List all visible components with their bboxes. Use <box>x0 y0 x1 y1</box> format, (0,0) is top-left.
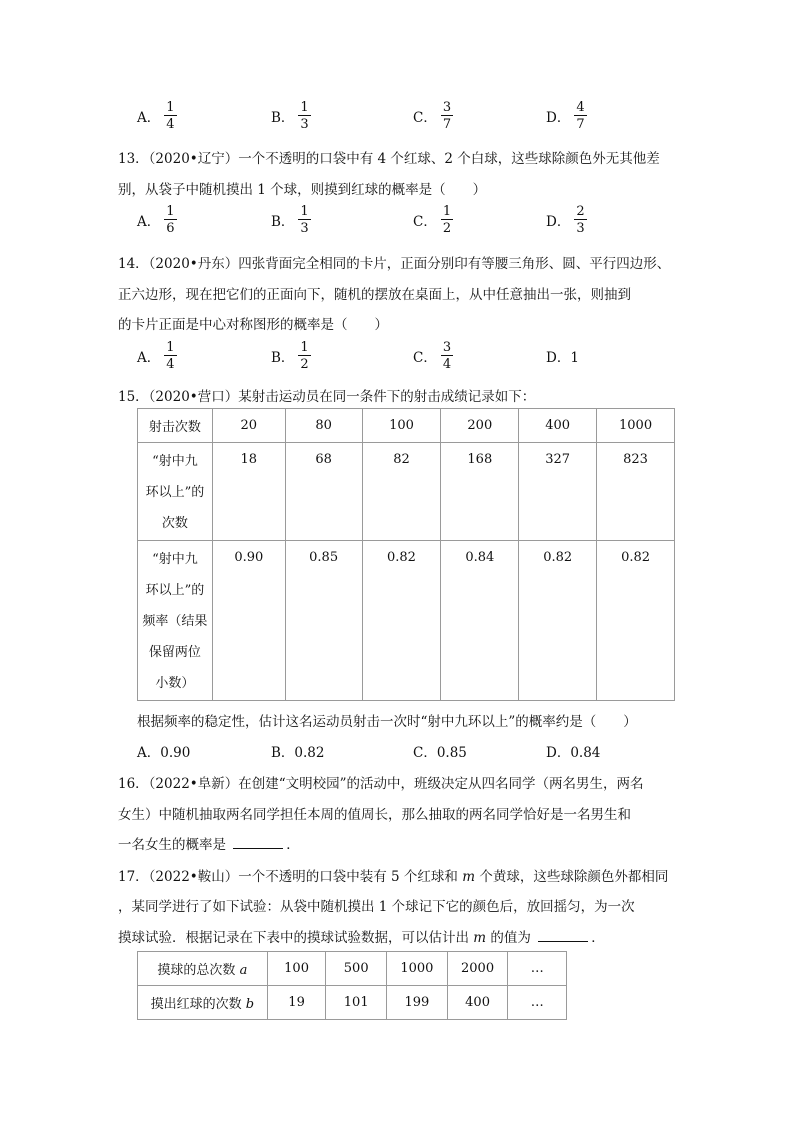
q15-option-b: B．0.82 <box>271 745 325 761</box>
freq-cell: 0.85 <box>285 541 362 701</box>
q14-line-3: 的卡片正面是中心对称图形的概率是（ ） <box>118 317 388 333</box>
hits-cell: 327 <box>519 443 597 541</box>
denominator: 3 <box>300 117 309 132</box>
table-cell: 100 <box>267 952 326 986</box>
option-label: C． <box>413 214 437 230</box>
freq-cell: 0.90 <box>212 541 285 701</box>
denominator: 7 <box>576 117 585 132</box>
numerator: 1 <box>300 100 309 115</box>
q13-option-a <box>137 205 177 235</box>
numerator: 1 <box>300 340 309 355</box>
answer-blank[interactable] <box>538 929 588 942</box>
q15-table <box>137 408 675 701</box>
numerator: 2 <box>576 204 585 219</box>
option-label: C． <box>413 110 437 126</box>
fraction <box>441 205 453 235</box>
q14-option-c <box>413 341 453 371</box>
variable-m: m <box>462 869 476 885</box>
q13-option-b <box>271 205 311 235</box>
shots-cell: 80 <box>285 409 362 443</box>
fraction <box>164 341 176 371</box>
q17-line-3-b: 的值为 <box>486 930 531 946</box>
denominator: 2 <box>442 221 452 236</box>
q14-option-d: D．1 <box>546 350 579 366</box>
row-header <box>138 986 268 1020</box>
numerator: 1 <box>166 204 175 219</box>
option-label: D． <box>546 214 571 230</box>
fraction <box>574 101 586 131</box>
header-line: 次数 <box>161 516 188 531</box>
header-line: “射中九 <box>152 552 198 567</box>
table-row <box>138 986 567 1020</box>
table-row <box>138 952 567 986</box>
q14-line-1: 14．（2020•丹东）四张背面完全相同的卡片，正面分别印有等腰三角形、圆、平行四边形、 <box>118 256 671 272</box>
q12-option-d <box>546 101 587 131</box>
q16-line-1: 16．（2022•阜新）在创建“文明校园”的活动中，班级决定从四名同学（两名男生，两名 <box>118 776 644 792</box>
shots-cell: 1000 <box>597 409 675 443</box>
shots-cell: 100 <box>362 409 441 443</box>
denominator: 4 <box>166 117 175 132</box>
table-row <box>138 409 675 443</box>
q15-question: 根据频率的稳定性，估计这名运动员射击一次时“射中九环以上”的概率约是（ ） <box>137 714 637 730</box>
numerator: 1 <box>300 204 309 219</box>
freq-cell: 0.82 <box>519 541 597 701</box>
q16-line-3 <box>118 833 300 853</box>
q13-option-c <box>413 205 453 235</box>
option-label: A． <box>137 214 161 230</box>
freq-cell: 0.82 <box>597 541 675 701</box>
freq-cell: 0.84 <box>441 541 519 701</box>
q14-line-2: 正六边形，现在把它们的正面向下，随机的摆放在桌面上，从中任意抽出一张，则抽到 <box>118 287 631 303</box>
table-cell: 400 <box>447 986 508 1020</box>
table-cell: 2000 <box>447 952 508 986</box>
q17-line-2: ，某同学进行了如下试验：从袋中随机摸出 1 个球记下它的颜色后，放回摇匀，为一次 <box>118 899 635 915</box>
numerator: 1 <box>166 340 175 355</box>
fraction <box>441 101 453 131</box>
q13-line-1: 13．（2020•辽宁）一个不透明的口袋中有 4 个红球、2 个白球，这些球除颜色外无其他差 <box>118 151 660 167</box>
numerator: 3 <box>442 340 452 355</box>
denominator: 4 <box>166 357 175 372</box>
option-label: A． <box>137 110 161 126</box>
freq-cell: 0.82 <box>362 541 441 701</box>
hits-cell: 823 <box>597 443 675 541</box>
q14-option-a <box>137 341 177 371</box>
hits-cell: 82 <box>362 443 441 541</box>
q12-option-b <box>271 101 311 131</box>
shots-cell: 400 <box>519 409 597 443</box>
header-line: 环以上”的 <box>145 583 205 598</box>
denominator: 2 <box>300 357 309 372</box>
q17-line-3 <box>118 926 605 946</box>
variable-m: m <box>473 930 487 946</box>
option-label: D． <box>546 110 571 126</box>
shots-cell: 20 <box>212 409 285 443</box>
q17-table <box>137 951 567 1020</box>
header-line: 频率（结果 <box>142 614 208 629</box>
hits-cell: 18 <box>212 443 285 541</box>
q16-line-2: 女生）中随机抽取两名同学担任本周的值周长，那么抽取的两名同学恰好是一名男生和 <box>118 807 631 823</box>
numerator: 1 <box>166 100 175 115</box>
fraction <box>164 205 176 235</box>
q12-option-a <box>137 101 177 131</box>
fraction <box>298 341 310 371</box>
period: ． <box>591 930 605 946</box>
variable-a: a <box>239 963 248 978</box>
option-label: B． <box>271 350 295 366</box>
row-header-text: 摸球的总次数 <box>157 963 240 978</box>
header-line: 环以上”的 <box>145 485 205 500</box>
denominator: 7 <box>442 117 452 132</box>
table-cell: 19 <box>267 986 326 1020</box>
answer-blank[interactable] <box>233 836 283 849</box>
hits-cell: 168 <box>441 443 519 541</box>
q14-option-b <box>271 341 311 371</box>
q15-intro: 15．（2020•营口）某射击运动员在同一条件下的射击成绩记录如下： <box>118 389 536 405</box>
option-label: C． <box>413 350 437 366</box>
q15-option-a: A．0.90 <box>137 745 191 761</box>
row-header <box>138 952 268 986</box>
table-cell: … <box>508 952 567 986</box>
q15-option-c: C．0.85 <box>413 745 467 761</box>
shots-cell: 200 <box>441 409 519 443</box>
q13-line-2: 别，从袋子中随机摸出 1 个球，则摸到红球的概率是（ ） <box>118 182 487 198</box>
option-label: B． <box>271 214 295 230</box>
q17-line-3-a: 摸球试验．根据记录在下表中的摸球试验数据，可以估计出 <box>118 930 474 946</box>
numerator: 3 <box>442 100 452 115</box>
denominator: 6 <box>166 221 175 236</box>
q13-option-d <box>546 205 587 235</box>
table-cell: 101 <box>326 986 387 1020</box>
header-line: 保留两位 <box>148 645 201 660</box>
numerator: 1 <box>442 204 452 219</box>
variable-b: b <box>245 997 255 1012</box>
q17-line-1-b: 个黄球，这些球除颜色外都相同 <box>475 869 669 885</box>
fraction <box>298 101 310 131</box>
q15-option-d: D．0.84 <box>546 745 601 761</box>
q17-line-1-a: 17．（2022•鞍山）一个不透明的口袋中装有 5 个红球和 <box>118 869 463 885</box>
fraction <box>164 101 176 131</box>
table-cell: 1000 <box>387 952 448 986</box>
option-label: B． <box>271 110 295 126</box>
fraction <box>574 205 586 235</box>
shots-header: 射击次数 <box>138 409 213 443</box>
denominator: 3 <box>576 221 585 236</box>
denominator: 4 <box>442 357 452 372</box>
table-cell: … <box>508 986 567 1020</box>
period: ． <box>286 837 300 853</box>
freq-header <box>138 541 213 701</box>
numerator: 4 <box>576 100 585 115</box>
fraction <box>298 205 310 235</box>
option-label: A． <box>137 350 161 366</box>
table-row <box>138 541 675 701</box>
table-cell: 199 <box>387 986 448 1020</box>
q16-line-3-text: 一名女生的概率是 <box>118 837 226 853</box>
fraction <box>441 341 453 371</box>
hits-cell: 68 <box>285 443 362 541</box>
header-line: “射中九 <box>152 454 198 469</box>
q12-option-c <box>413 101 453 131</box>
table-row <box>138 443 675 541</box>
q17-line-1 <box>118 865 668 885</box>
denominator: 3 <box>300 221 309 236</box>
table-cell: 500 <box>326 952 387 986</box>
row-header-text: 摸出红球的次数 <box>150 997 246 1012</box>
hits-header <box>138 443 213 541</box>
header-line: 小数） <box>155 676 195 691</box>
